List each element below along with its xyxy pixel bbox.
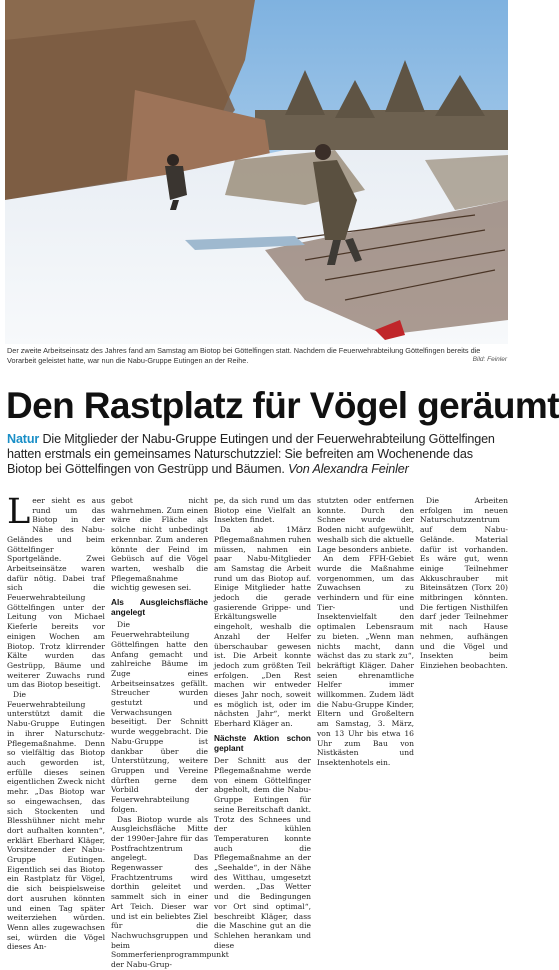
subheading: Nächste Aktion schon geplant	[214, 732, 311, 753]
paragraph: Die Feuerwehrabteilung unterstützt damit die Nabu-Gruppe Eutingen in ihrer Naturschutz-Pflegemaßnahme. Denn so vielfältig das Biotop auch geworden ist, erfülle dieses seinen eigentlichen Zweck nicht mehr. „Das Biotop war so eingewachsen, das sich Stockenten und Blesshühner nicht mehr dort aufhalten konnten“, erklärt Eberhard Kläger, Vorsitzender der Nabu-Gruppe Eutingen. Eigentlich sei das Biotop ein Rastplatz für Vögel, die sich beispielsweise dort ausruhen könnten und einen Tag später weiterziehen würden. Wenn alles zugewachsen sei, würden die Vögel dieses An-	[7, 690, 105, 952]
article-lead	[7, 432, 507, 478]
article-headline: Den Rastplatz für Vögel geräumt	[6, 385, 559, 426]
paragraph: Die Arbeiten erfolgen im neuen Naturschutzzentrum auf dem Nabu-Gelände. Material dafür ist vorhanden. Es wäre gut, wenn einige Teilnehmer Akkuschrauber mit Biteinsätzen (Torx 20) mitbringen könnten. Die fertigen Nisthilfen darf jeder Teilnehmer mit nach Hause nehmen, aufhängen und die Vögel und Insekten beim Einziehen beobachten.	[420, 496, 508, 670]
paragraph: Die Feuerwehrabteilung Göttelfingen hatte den Anfang gemacht und zahlreiche Bäume im Zuge eines Arbeitseinsatzes gefällt. Streucher wurden gestutzt und Verwachsungen beseitigt. Der Schnitt wurde weggebracht. Die Nabu-Gruppe ist dankbar über die Unterstützung, weitere Gruppen und Vereine dürften gerne dem Vorbild der Feuerwehrabteilung folgen.	[111, 620, 208, 814]
paragraph: stutzten oder entfernen konnte. Durch den Schnee wurde der Boden nicht aufgewühlt, weshalb sich die aktuelle Lage besonders anbiete.	[317, 496, 415, 554]
lead-author: Von Alexandra Feinler	[288, 462, 409, 477]
paragraph: pe, da sich rund um das Biotop eine Vielfalt an Insekten findet.	[214, 496, 311, 525]
photo-credit: Bild: Feinler	[472, 356, 507, 363]
paragraph: Da ab 1März Pflegemaßnahmen ruhen müssen, nahmen ein paar Nabu-Mitglieder am Samstag die Arbeit rund um das Biotop auf. Einige Mitglieder hatte jedoch die gerade gasierende Grippe- und Erkältungswelle eingeholt, weshalb die Anzahl der Helfer überschaubar gewesen ist. Die Arbeit konnte jedoch zum größten Teil erfolgen. „Den Rest machen wir entweder dieses Jahr noch, soweit es möglich ist, oder im nächsten Jahr“, merkt Eberhard Kläger an.	[214, 525, 311, 729]
paragraph: Der Schnitt aus der Pflegemaßnahme werde von einem Göttelfinger abgeholt, dem die Nabu-Gruppe Eutingen für seine Bereitschaft dankt. Trotz des Schnees und der kühlen Temperaturen konnte auch die Pflegemaßnahme an der „Seehalde“, in der Nähe des Witthau, umgesetzt werden. „Das Wetter und die Bedingungen vor Ort sind optimal“, beschreibt Kläger, dass die Maschine gut an die Schlehen herankam und diese	[214, 756, 311, 950]
paragraph: gebot nicht wahrnehmen. Zum einen wäre die Fläche als solche nicht unbedingt erkennbar. Zum anderen könnte der Feind im Gebüsch auf die Vögel warten, weshalb die Pflegemaßnahme wichtig gewesen sei.	[111, 496, 208, 593]
body-column-4	[317, 496, 414, 768]
article-photo	[5, 0, 508, 344]
body-column-1	[7, 492, 105, 952]
body-column-2	[111, 496, 229, 970]
drop-cap: L	[7, 492, 31, 532]
photo-caption: Der zweite Arbeitseinsatz des Jahres fand am Samstag am Biotop bei Göttelfingen statt. Nachdem die Feuerwehrabteilung Göttelfingen bereits die Vorarbeit geleistet hatte, war nun die Nabu-Gruppe Eutingen an der Reihe.	[7, 346, 481, 365]
paragraph: An dem FFH-Gebiet wurde die Maßnahme vorgenommen, um das Zuwachsen zu verhindern und für eine Tier- und Insektenvielfalt den optimalen Lebensraum zu bieten. „Wenn man nichts macht, dann wächst das zu stark zu“, bekräftigt Kläger. Daher seien ehrenamtliche Helfer immer willkommen. Zudem lädt die Nabu-Gruppe Kinder, Eltern und Großeltern am Samstag, 3. März, von 13 Uhr bis etwa 16 Uhr zum Bau von Nistkästen und Insektenhotels ein.	[317, 554, 414, 767]
paragraph: Das Biotop wurde als Ausgleichsfläche Mitte der 1990er-Jahre für das Postfrachtzentrum angelegt. Das Regenwasser des Frachtzentrums wird dorthin geleitet und sammelt sich in einer Art Teich. Dieser war und ist ein beliebtes Ziel für die Nachwuchsgruppen und beim Sommerferienprogrammpunkt der Nabu-Grup-	[111, 814, 229, 970]
winter-biotope-image	[5, 0, 508, 344]
lead-text: Die Mitglieder der Nabu-Gruppe Eutingen und der Feuerwehrabteilung Göttelfingen hatten erstmals ein gemeinsames Naturschutzziel: Sie befreiten am Wochenende das Biotop bei Göttelfingen von Gestrüpp und Bäumen.	[7, 432, 495, 477]
body-column-5	[420, 496, 508, 671]
paragraph	[7, 492, 105, 690]
subheading: Als Ausgleichsfläche angelegt	[111, 597, 208, 617]
lead-kicker: Natur	[7, 432, 40, 446]
paragraph-text: eer sieht es aus rund um das Biotop in der Nähe des Nabu-Geländes und beim Göttelfinger Sportgelände. Zwei Arbeitseinsätze waren dafür nötig. Dabei traf sich die Feuerwehrabteilung Göttelfingen unter der Leitung von Michael Kieferle bereits vor einigen Wochen am Biotop. Trotz klirrender Kälte wurden das Gestrüpp, Bäume und weiterer Zuwachs rund um das Biotop beseitigt.	[7, 496, 105, 690]
body-column-3	[214, 496, 311, 950]
